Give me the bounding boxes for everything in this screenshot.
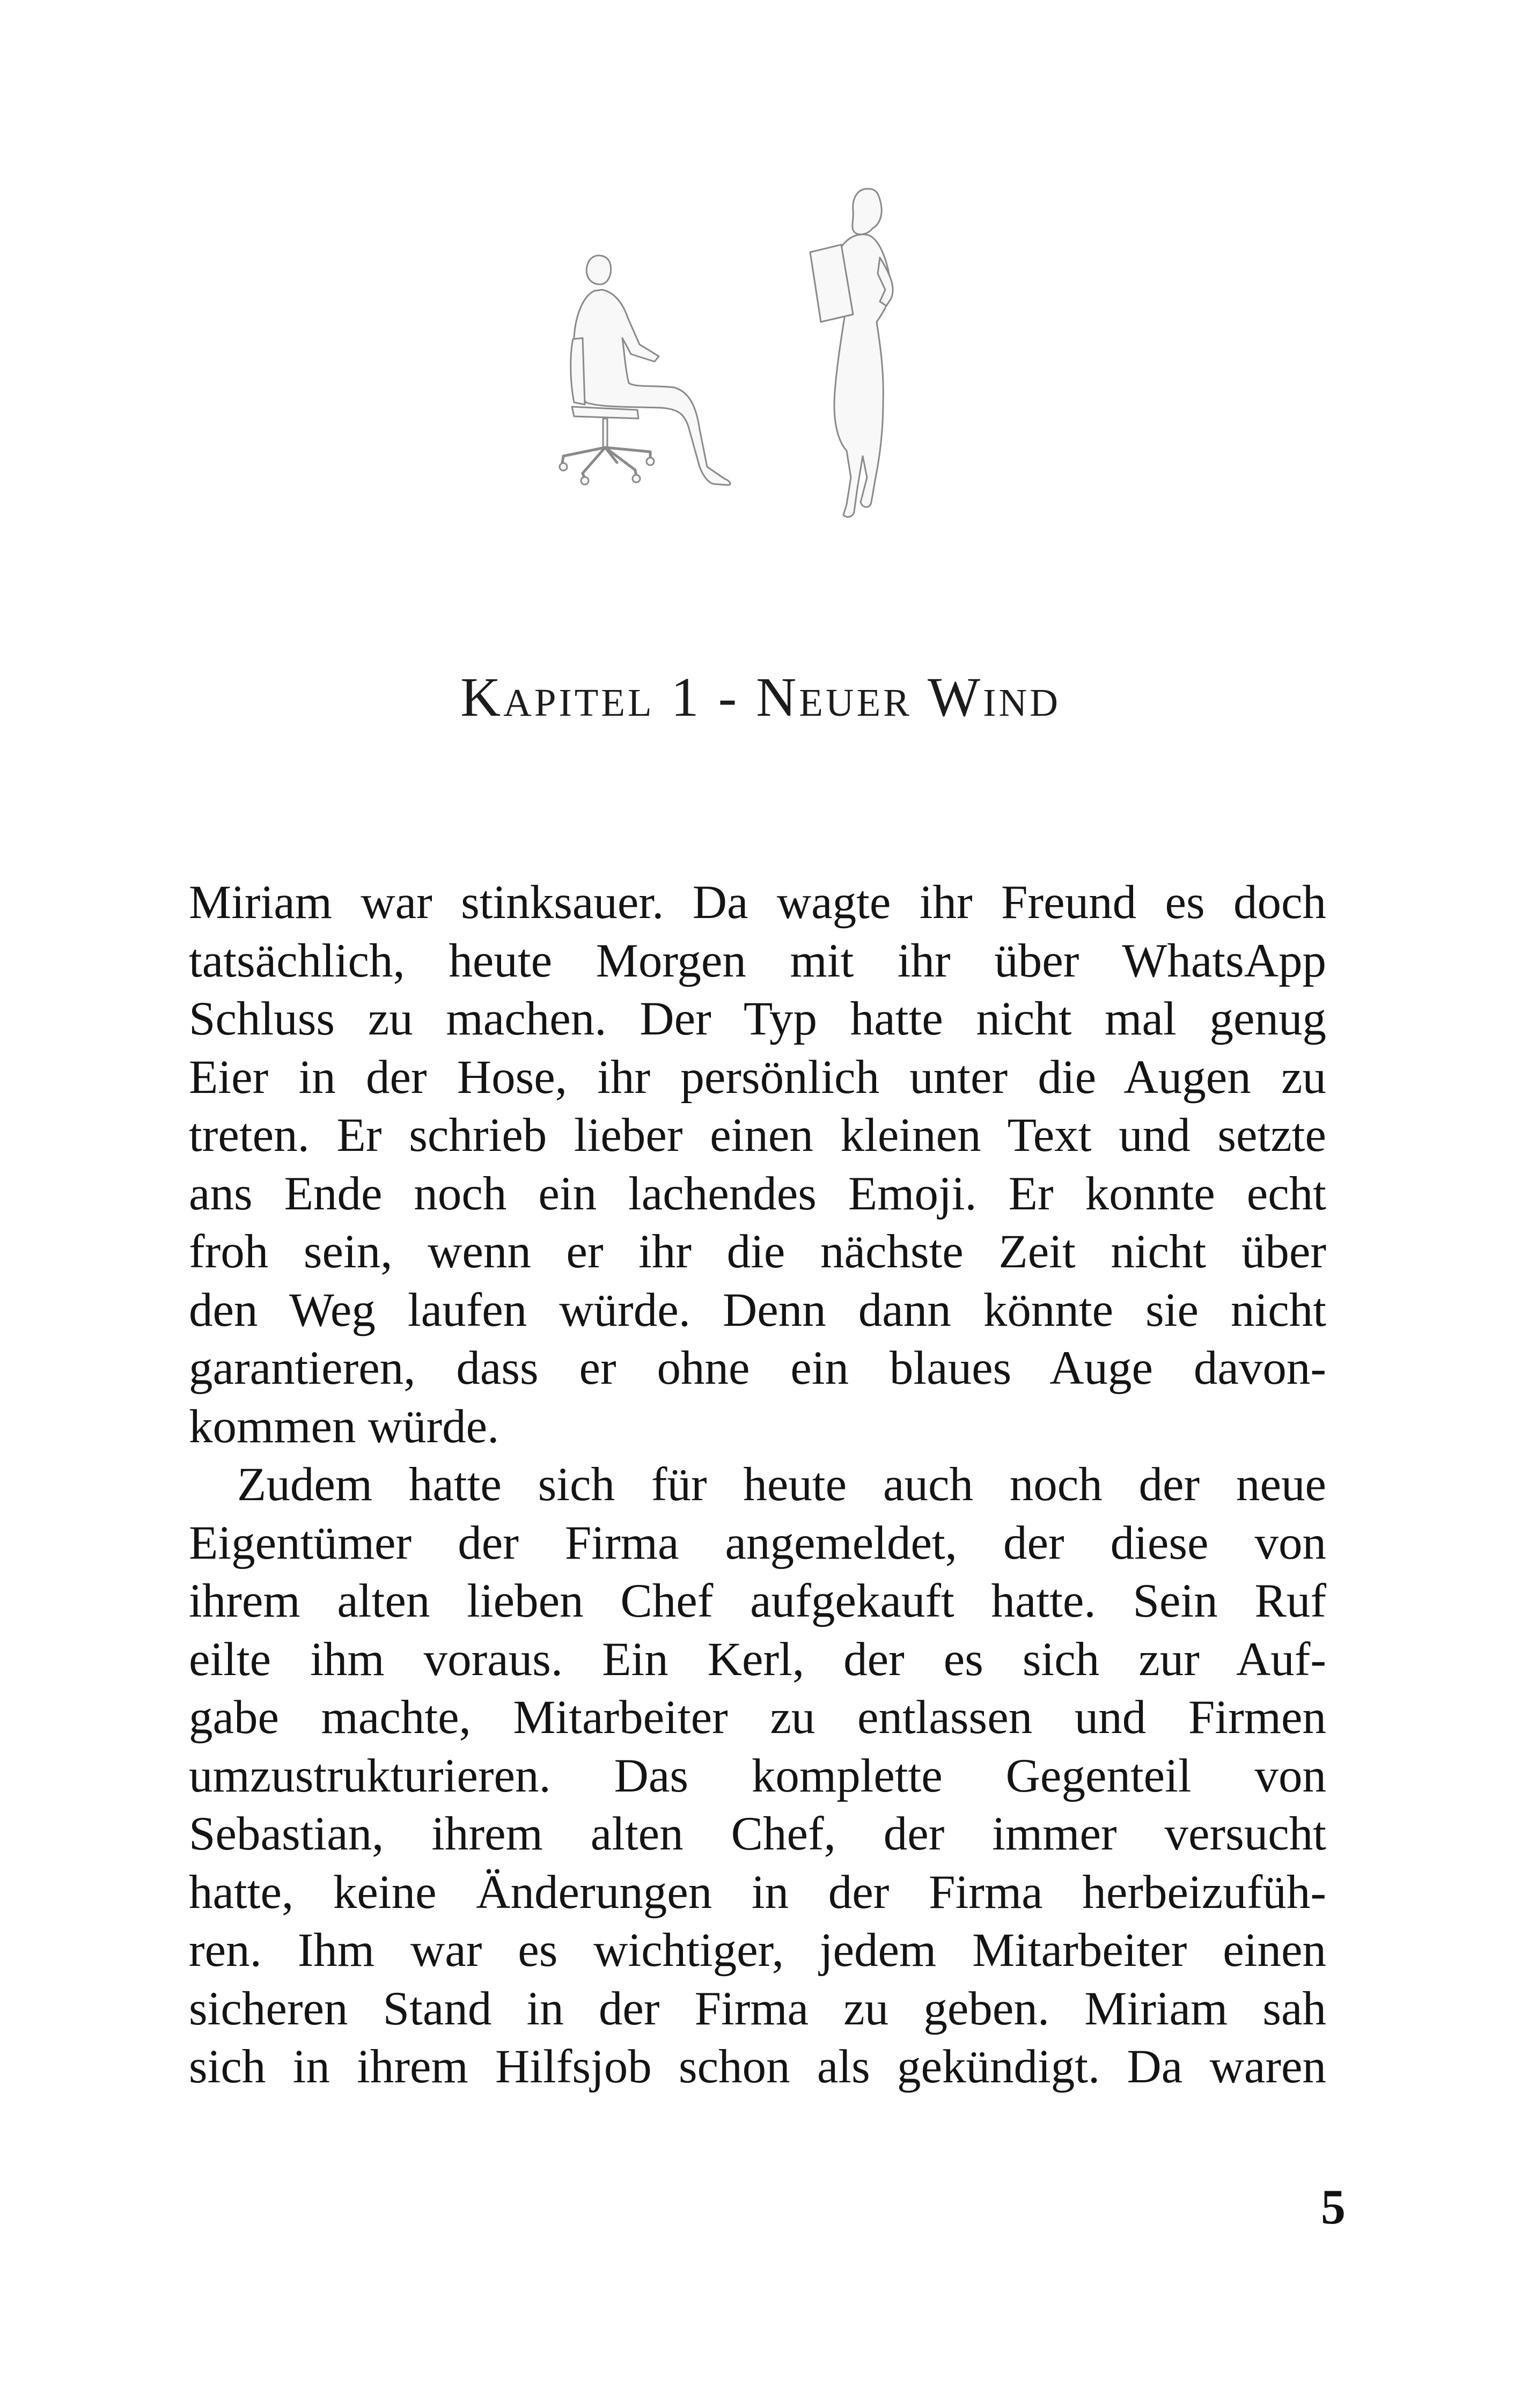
text-line: kommen würde. <box>189 1400 499 1453</box>
text-line: Zudem hatte sich für heute auch noch der neue <box>237 1458 1326 1511</box>
text-line: treten. Er schrieb lieber einen kleinen Text und setzte <box>189 1109 1326 1162</box>
text-line: sich in ihrem Hilfsjob schon als gekündigt. Da waren <box>189 2040 1326 2093</box>
text-line: umzustrukturieren. Das komplette Gegenteil von <box>189 1749 1326 1802</box>
text-line: Miriam war stinksauer. Da wagte ihr Freund es doch <box>189 876 1326 929</box>
text-line: froh sein, wenn er ihr die nächste Zeit nicht über <box>189 1225 1326 1278</box>
text-line: sicheren Stand in der Firma zu geben. Miriam sah <box>189 1982 1326 2035</box>
text-line: ans Ende noch ein lachendes Emoji. Er konnte echt <box>189 1167 1326 1220</box>
text-line: eilte ihm voraus. Ein Kerl, der es sich zur Auf- <box>189 1633 1326 1686</box>
standing-woman-silhouette-icon <box>810 189 893 517</box>
text-line: ihrem alten lieben Chef aufgekauft hatte. Sein Ruf <box>189 1575 1326 1627</box>
text-line: Eier in der Hose, ihr persönlich unter die Augen zu <box>189 1051 1326 1104</box>
text-line: garantieren, dass er ohne ein blaues Auge davon- <box>189 1342 1326 1394</box>
body-text <box>189 873 1326 2096</box>
text-line: tatsächlich, heute Morgen mit ihr über WhatsApp <box>189 934 1326 987</box>
text-line: gabe machte, Mitarbeiter zu entlassen und Firmen <box>189 1691 1326 1744</box>
text-line: Schluss zu machen. Der Typ hatte nicht mal genug <box>189 993 1326 1045</box>
text-line: Eigentümer der Firma angemeldet, der diese von <box>189 1516 1326 1569</box>
text-line: hatte, keine Änderungen in der Firma herbeizufüh- <box>189 1866 1326 1919</box>
text-line: Sebastian, ihrem alten Chef, der immer versucht <box>189 1808 1326 1860</box>
seated-man-silhouette-icon <box>560 255 730 485</box>
page-number: 5 <box>1321 2179 1346 2234</box>
text-line: den Weg laufen würde. Denn dann könnte sie nicht <box>189 1283 1326 1337</box>
text-line: ren. Ihm war es wichtiger, jedem Mitarbeiter einen <box>189 1924 1326 1977</box>
chapter-illustration <box>537 177 966 531</box>
chapter-title: Kapitel 1 - Neuer Wind <box>460 666 1061 728</box>
